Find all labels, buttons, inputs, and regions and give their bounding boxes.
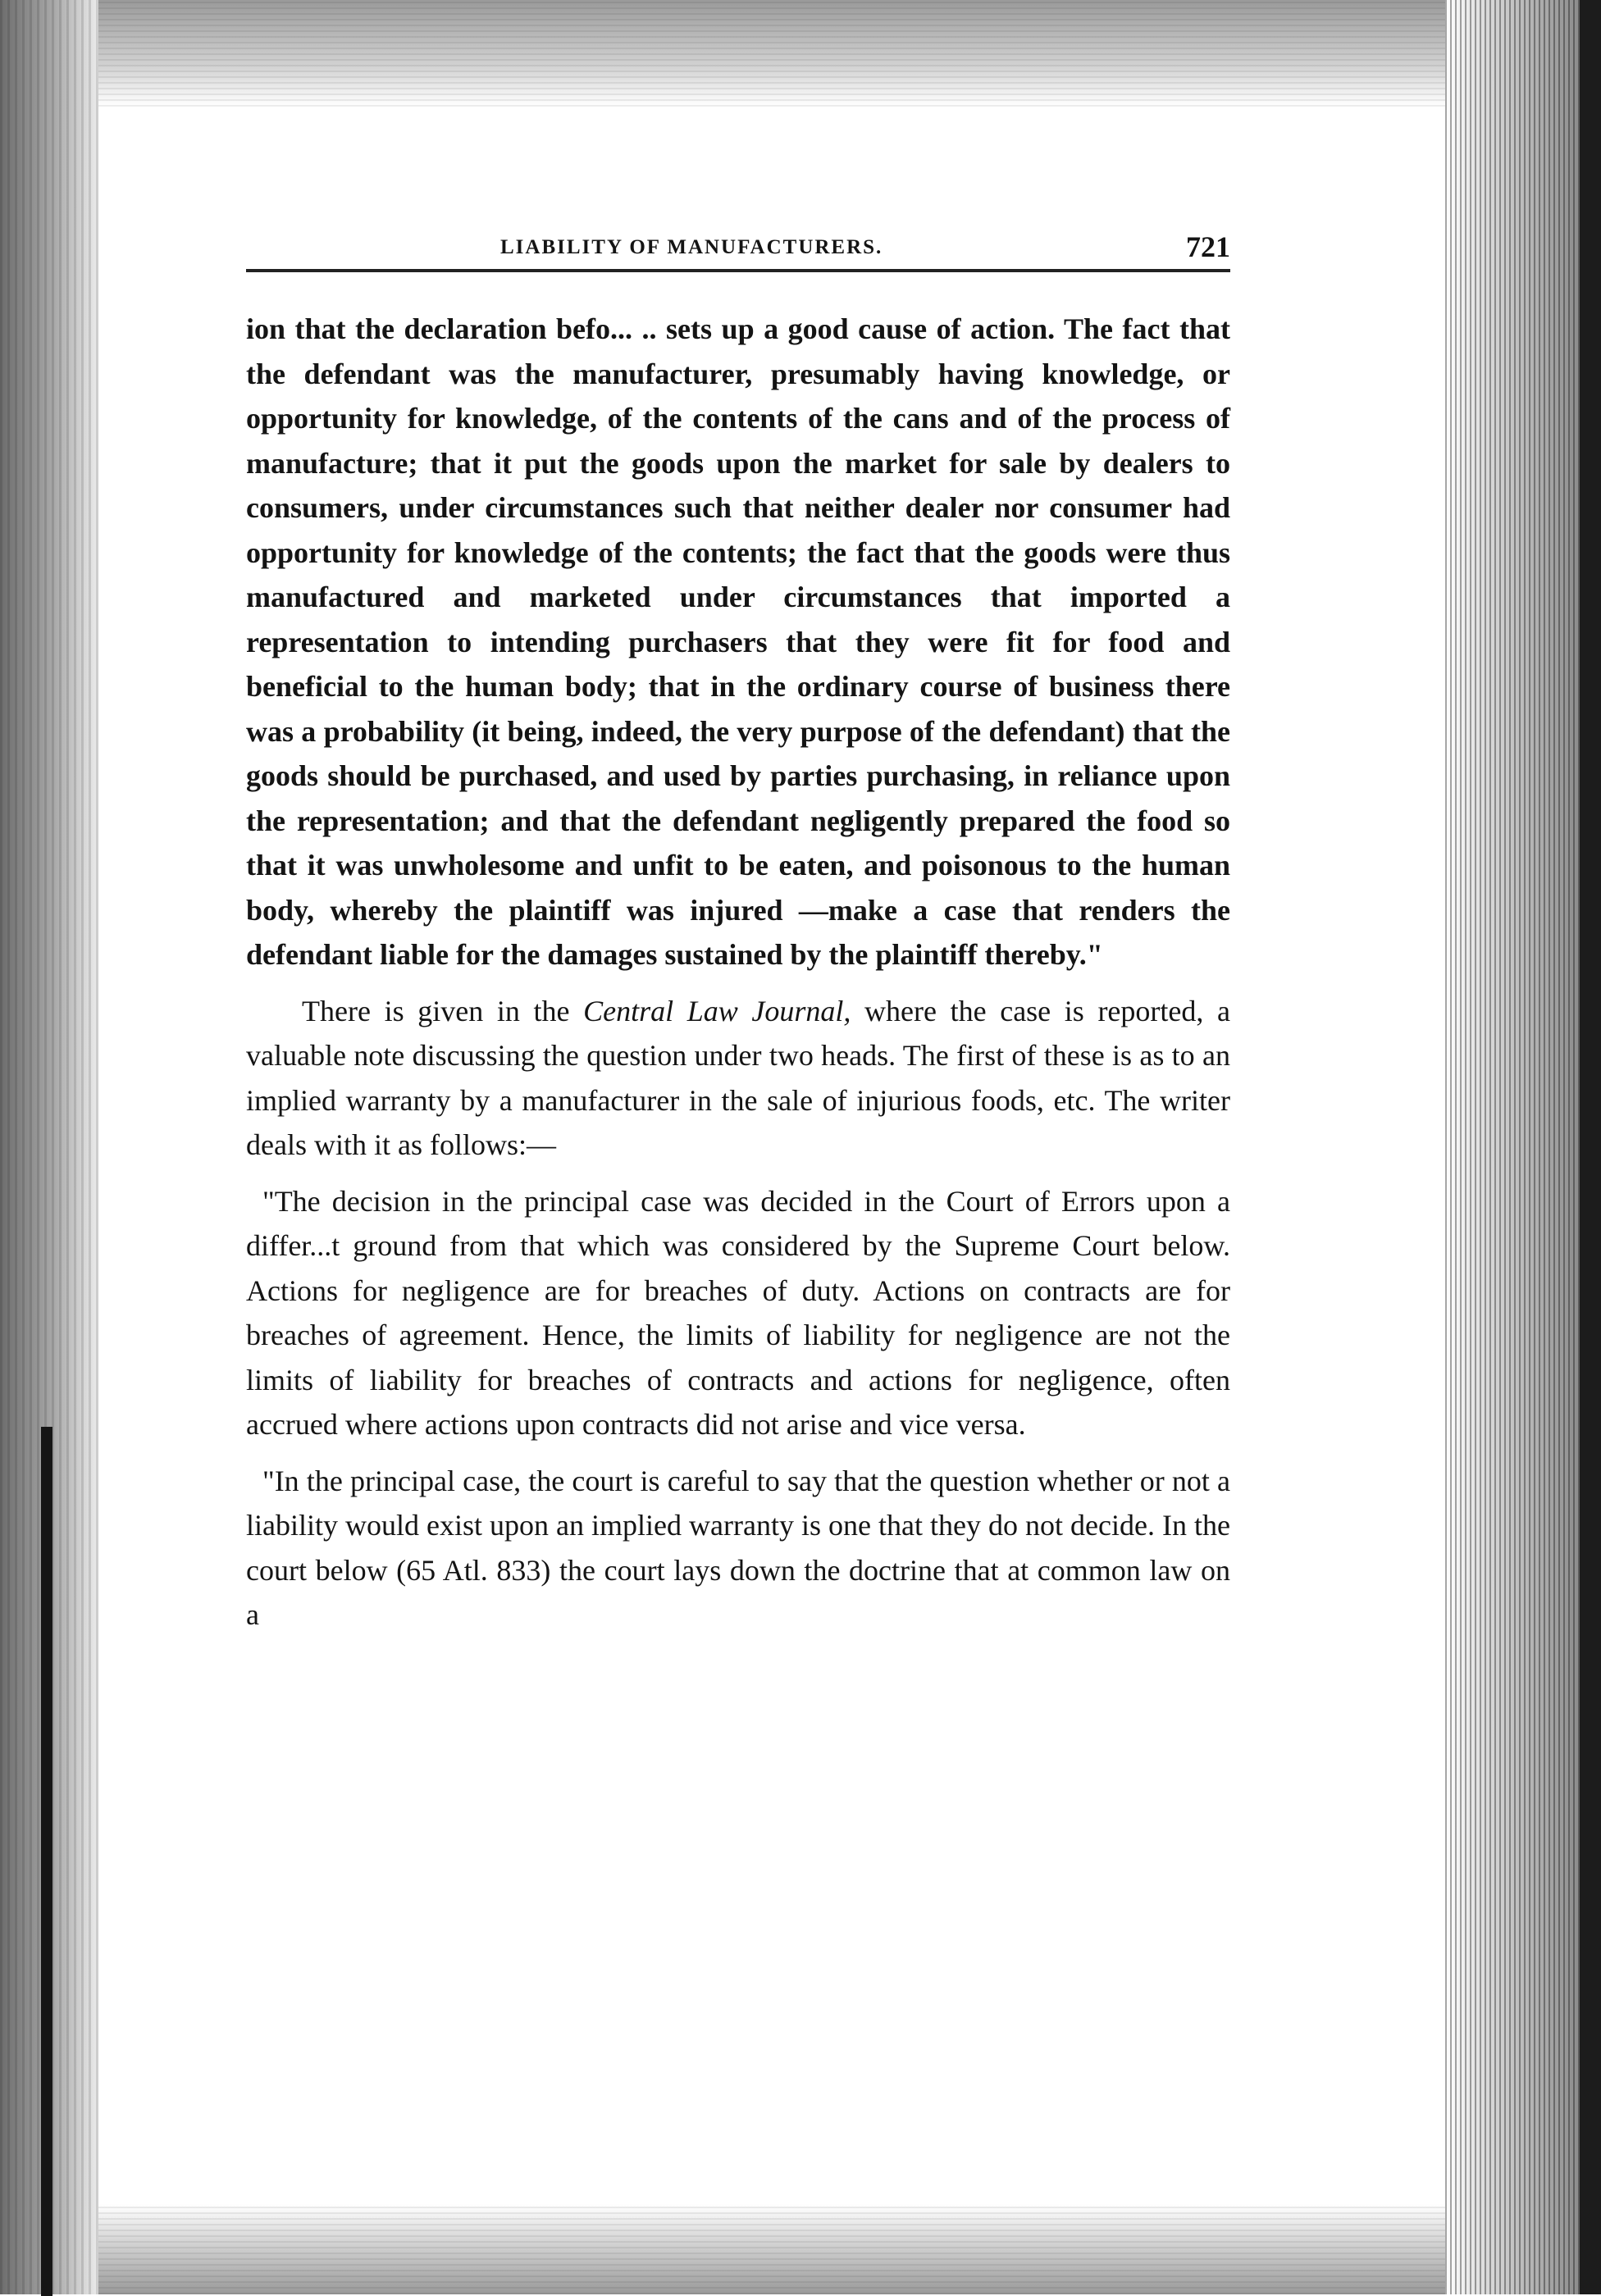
body-text (246, 307, 1230, 1638)
scan-top-border (0, 0, 1601, 107)
paragraph-central-law-journal (246, 989, 1230, 1168)
scan-right-edge (1580, 0, 1601, 2294)
book-page (246, 230, 1230, 1638)
scan-left-binding-shadow (41, 1427, 52, 2296)
running-head (246, 230, 1230, 274)
paragraph-principal-case: "In the principal case, the court is careful to say that the question whether or not a liability would exist upon an implied warranty is one that they do not decide. In the court below (65 Atl. 833) the court lays down the doctrine that at common law on a (246, 1464, 1230, 1631)
scan-right-border (1445, 0, 1601, 2294)
paragraph-text-after: where the case is reported, a valuable note discussing the question under two heads. The first of these is as to an implied warranty by a manufacturer in the sale of injurious foods, etc. The writer deals with it as follows:— (246, 994, 1230, 1161)
journal-title: Central Law Journal, (583, 994, 851, 1027)
paragraph-text-before: There is given in the (302, 994, 584, 1027)
paragraph-quote-conclusion: ion that the declaration befo... .. sets up a good cause of action. The fact that the defendant was the manufacturer, presumably having knowledge, or opportunity for knowledge, of the contents of the cans and of the process of manufacture; that it put the goods upon the market for sale by dealers to consumers, under circumstances such that neither dealer nor consumer had opportunity for knowledge of the contents; the fact that the goods were thus manufactured and marketed under circumstances that imported a representation to intending purchasers that they were fit for food and beneficial to the human body; that in the ordinary course of business there was a probability (it being, indeed, the very purpose of the defendant) that the goods should be purchased, and used by parties purchasing, in reliance upon the representation; and that the defendant negligently prepared the food so that it was unwholesome and unfit to be eaten, and poisonous to the human body, whereby the plaintiff was injured —make a case that renders the defendant liable for the damages sustained by the plaintiff thereby." (246, 312, 1230, 971)
header-rule (246, 269, 1230, 272)
paragraph-court-of-errors: "The decision in the principal case was decided in the Court of Errors upon a differ...t ground from that which was considered by the Supreme Court below. Actions for negligence are for breaches of duty. Actions on contracts are for breaches of agreement. Hence, the limits of liability for negligence are not the limits of liability for breaches of contracts and actions for negligence, often accrued where actions upon contracts did not arise and vice versa. (246, 1184, 1230, 1441)
running-title: LIABILITY OF MANUFACTURERS. (500, 236, 883, 258)
scan-bottom-border (0, 2204, 1601, 2294)
page-number: 721 (1186, 230, 1230, 263)
